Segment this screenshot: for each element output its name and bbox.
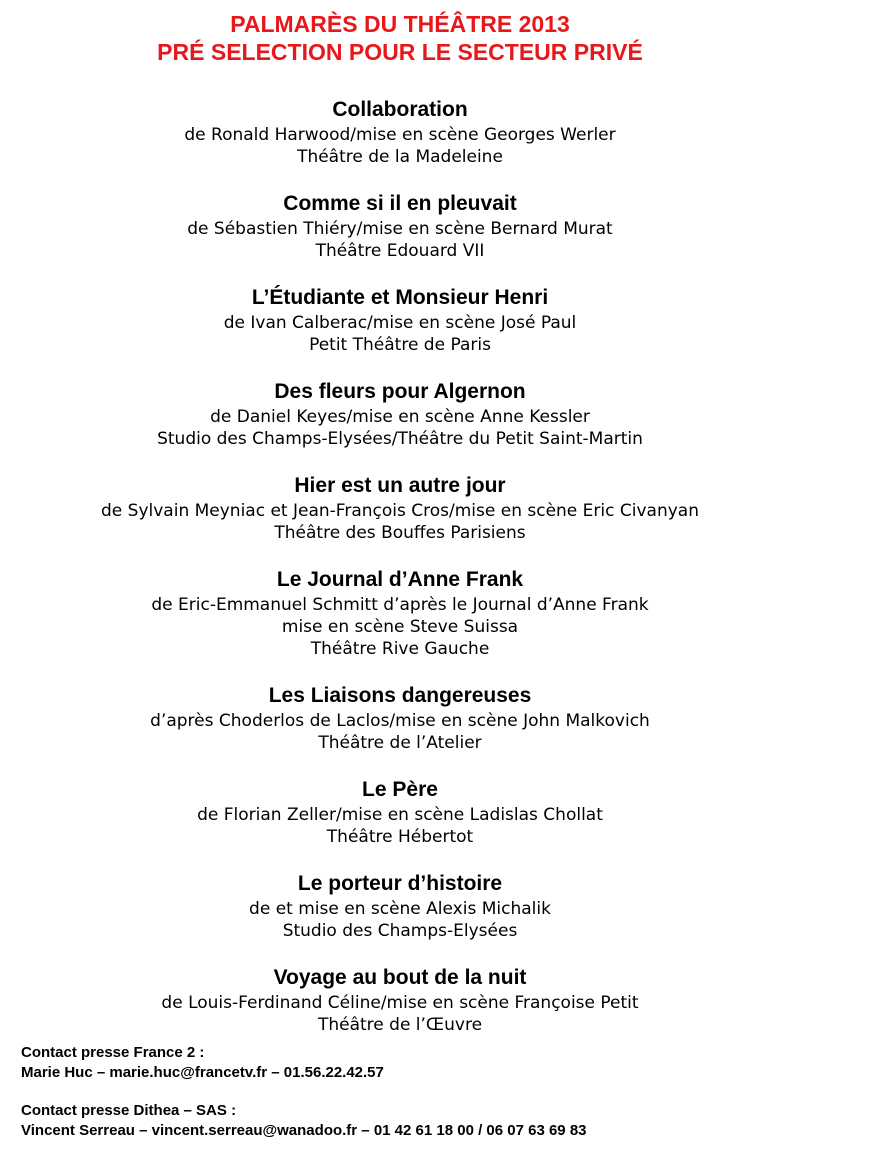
contact-detail: Marie Huc – marie.huc@francetv.fr – 01.56.22.42.57 (21, 1064, 384, 1081)
play-title: Les Liaisons dangereuses (268, 684, 532, 707)
play-entry (0, 378, 800, 472)
header-title-line-1: PALMARÈS DU THÉÂTRE 2013 (230, 11, 570, 37)
play-entry (0, 566, 800, 682)
document-header (0, 10, 800, 66)
play-entry (0, 96, 800, 190)
play-venue: Théâtre Hébertot (326, 827, 474, 847)
play-venue: Théâtre de l’Œuvre (317, 1015, 483, 1035)
play-list (0, 96, 800, 1058)
play-entry (0, 190, 800, 284)
play-credits: de Eric-Emmanuel Schmitt d’après le Journal d’Anne Frank (151, 595, 649, 615)
play-credits: de Florian Zeller/mise en scène Ladislas Chollat (197, 805, 603, 825)
play-entry (0, 472, 800, 566)
play-entry (0, 682, 800, 776)
play-credits: de Louis-Ferdinand Céline/mise en scène Françoise Petit (161, 993, 639, 1013)
play-title: Le Journal d’Anne Frank (276, 568, 524, 591)
play-title: Des fleurs pour Algernon (274, 380, 526, 403)
play-credits: d’après Choderlos de Laclos/mise en scène John Malkovich (150, 711, 650, 731)
play-credits: de Daniel Keyes/mise en scène Anne Kessler (210, 407, 590, 427)
play-entry (0, 776, 800, 870)
contact-heading: Contact presse France 2 : (21, 1044, 205, 1061)
play-credits: de Sébastien Thiéry/mise en scène Bernard Murat (187, 219, 613, 239)
play-title: Le porteur d’histoire (297, 872, 503, 895)
play-title: Comme si il en pleuvait (283, 192, 517, 215)
play-venue: Théâtre Edouard VII (315, 241, 485, 261)
play-credits: de Ronald Harwood/mise en scène Georges Werler (184, 125, 616, 145)
play-credits: de Sylvain Meyniac et Jean-François Cros/mise en scène Eric Civanyan (101, 501, 699, 521)
contact-block (21, 1043, 587, 1083)
play-venue: Petit Théâtre de Paris (309, 335, 491, 355)
play-venue: Théâtre de l’Atelier (318, 733, 482, 753)
play-credits: mise en scène Steve Suissa (281, 617, 519, 637)
play-venue: Studio des Champs-Elysées (282, 921, 518, 941)
play-title: L’Étudiante et Monsieur Henri (251, 286, 549, 309)
press-contacts (21, 1043, 587, 1159)
play-title: Voyage au bout de la nuit (273, 966, 527, 989)
play-entry (0, 284, 800, 378)
play-venue: Théâtre de la Madeleine (297, 147, 503, 167)
play-entry (0, 870, 800, 964)
play-title: Hier est un autre jour (294, 474, 506, 497)
contact-block (21, 1101, 587, 1141)
play-credits: de Ivan Calberac/mise en scène José Paul (223, 313, 577, 333)
contact-heading: Contact presse Dithea – SAS : (21, 1102, 237, 1119)
play-venue: Studio des Champs-Elysées/Théâtre du Petit Saint-Martin (157, 429, 643, 449)
play-title: Collaboration (332, 98, 468, 121)
contact-detail: Vincent Serreau – vincent.serreau@wanadoo.fr – 01 42 61 18 00 / 06 07 63 69 83 (21, 1122, 587, 1139)
header-title-line-2: PRÉ SELECTION POUR LE SECTEUR PRIVÉ (157, 39, 643, 65)
play-venue: Théâtre Rive Gauche (310, 639, 490, 659)
play-title: Le Père (362, 778, 438, 801)
play-venue: Théâtre des Bouffes Parisiens (274, 523, 526, 543)
play-credits: de et mise en scène Alexis Michalik (249, 899, 551, 919)
